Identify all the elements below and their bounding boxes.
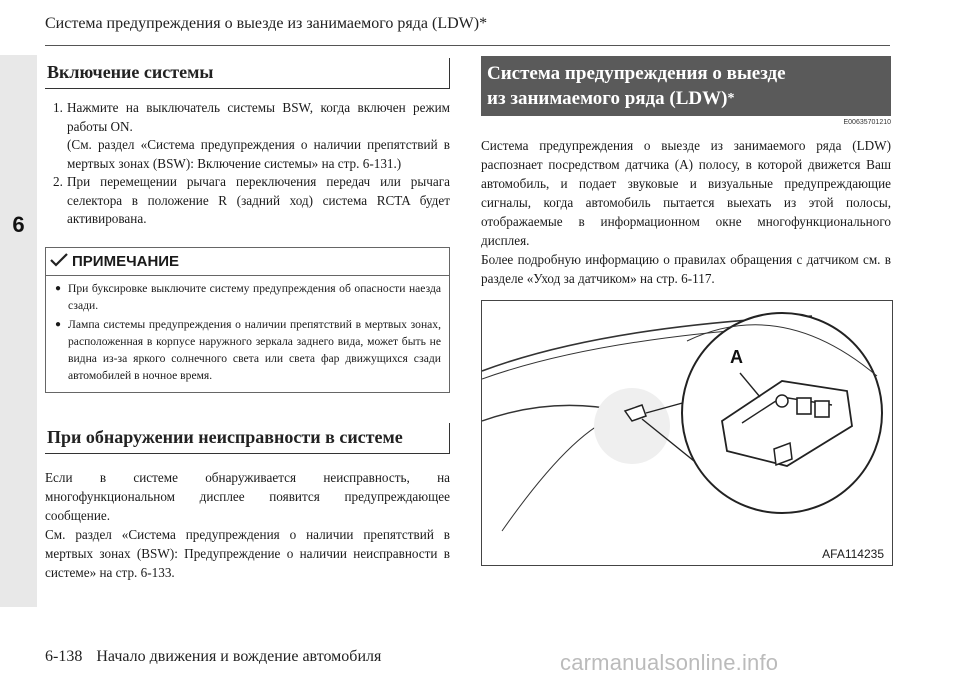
windshield-sensor-illustration (482, 301, 892, 565)
checkmark-icon (50, 253, 68, 271)
section-heading-enable: Включение системы (45, 58, 450, 89)
reference-code: E00635701210 (843, 119, 891, 126)
left-column (45, 58, 450, 582)
bullet-icon: ● (55, 282, 62, 294)
bullet-icon: ● (55, 318, 62, 330)
step-item: 2. При перемещении рычага переключения передач или рычага селектора в положение R (задний ход) система RCTA будет активирована. (53, 174, 450, 226)
side-strip (0, 55, 37, 607)
watermark: carmanualsonline.info (560, 650, 779, 675)
callout-label: A (730, 347, 743, 367)
note-title: ПРИМЕЧАНИЕ (46, 253, 449, 276)
note-item: ● Лампа системы предупреждения о наличии препятствий в мертвых зонах, расположенная в корпусе наружного зеркала заднего вида, может быть не видна из-за яркого солнечного света или света фар движущихся сзади автомобилей в ночное время. (55, 317, 441, 382)
paragraph: См. раздел «Система предупреждения о наличии препятствий в мертвых зонах (BSW): Предупреждение о наличии неисправности в системе» на стр. 6-133. (45, 526, 450, 580)
steps-list (45, 99, 450, 229)
footer-title: Начало движения и вождение автомобиля (96, 648, 382, 665)
sensor-figure (481, 300, 893, 566)
note-box (45, 247, 450, 393)
chapter-tab: 6 (0, 207, 37, 243)
note-item: ● При буксировке выключите систему предупреждения об опасности наезда сзади. (55, 281, 441, 312)
right-column (481, 56, 891, 288)
paragraph: Если в системе обнаруживается неисправность, на многофункциональном дисплее появится предупреждающее сообщение. (45, 469, 450, 523)
step-item: 1. Нажмите на выключатель системы BSW, когда включен режим работы ON. (См. раздел «Система предупреждения о наличии препятствий в мертвых зонах (BSW): Включение системы» на стр. 6-131.) (53, 100, 450, 171)
section-heading-malfunction: При обнаружении неисправности в системе (45, 423, 450, 454)
note-list (54, 280, 441, 384)
page-footer (45, 648, 381, 666)
paragraph: Более подробную информацию о правилах обращения с датчиком см. в разделе «Уход за датчиком» на стр. 6-117. (481, 252, 891, 286)
header-divider (45, 45, 890, 46)
page-number: 6-138 (45, 648, 83, 665)
figure-code: AFA114235 (822, 547, 884, 561)
page-header: Система предупреждения о выезде из занимаемого ряда (LDW)* (45, 15, 488, 32)
paragraph: Система предупреждения о выезде из занимаемого ряда (LDW) распознает посредством датчика (A) полосу, в которой движется Ваш автомобиль, и подает звуковые и визуальные предупреждающие сигналы, когда автомобиль пытается выехать из этой полосы, отображаемые в информационном окне многофункционального дисплея. (481, 138, 891, 248)
section-heading-ldw: Система предупреждения о выезде из занимаемого ряда (LDW)* (481, 56, 891, 116)
